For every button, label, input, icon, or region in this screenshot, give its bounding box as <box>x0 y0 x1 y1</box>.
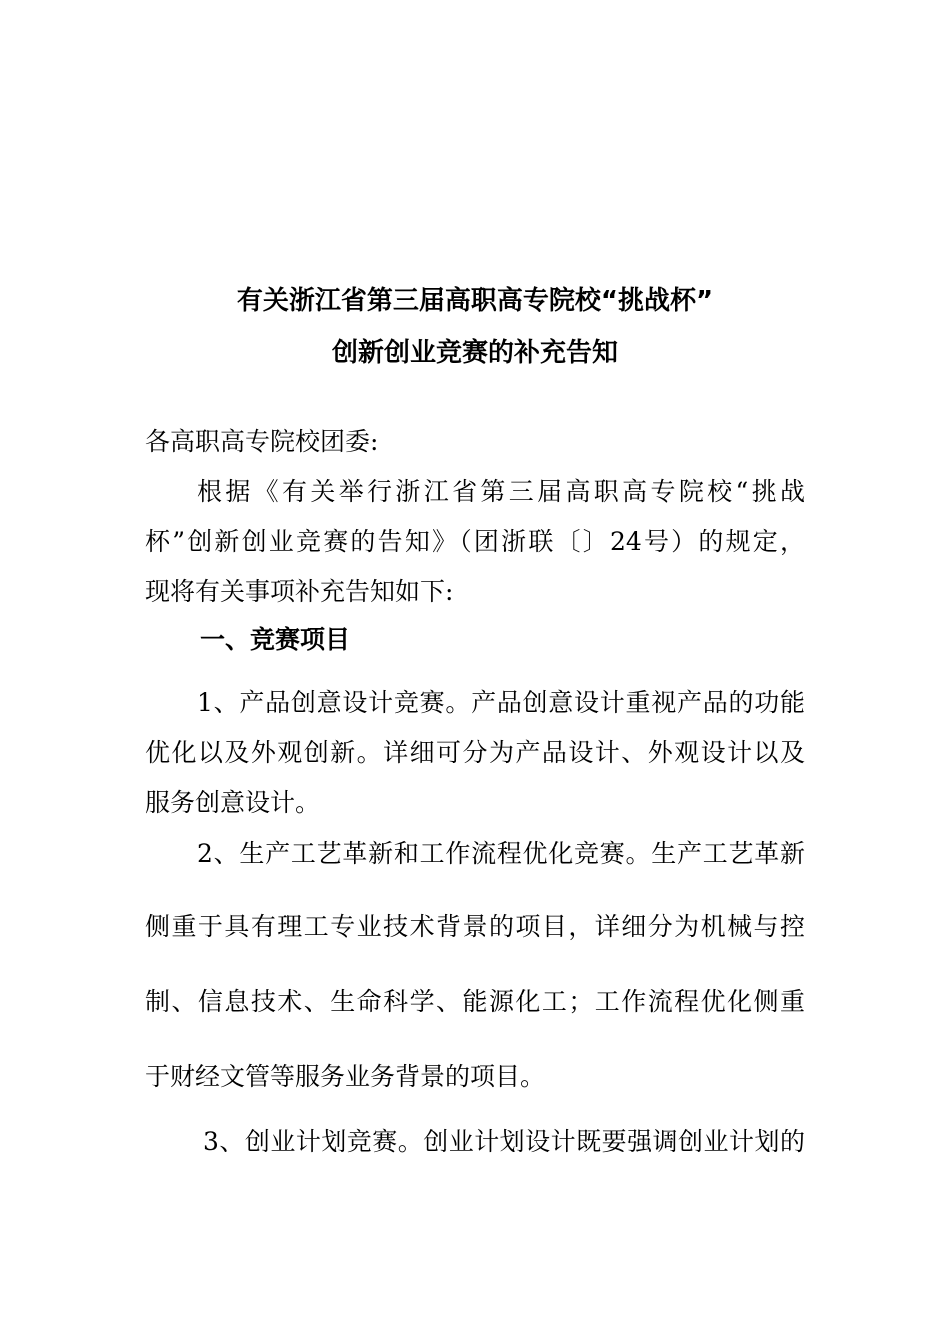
item1-line-1: 1、产品创意设计竞赛。产品创意设计重视产品的功能 <box>197 688 805 717</box>
item2-line-2: 侧重于具有理工专业技术背景的项目，详细分为机械与控 <box>145 912 805 941</box>
section-heading-competition-items: 一、竞赛项目 <box>200 625 351 654</box>
salutation: 各高职高专院校团委: <box>145 427 379 456</box>
intro-line-2: 杯”创新创业竞赛的告知》（团浙联〔〕24号）的规定， <box>145 527 805 556</box>
intro-line-3: 现将有关事项补充告知如下: <box>145 577 454 606</box>
item3-line-1: 3、创业计划竞赛。创业计划设计既要强调创业计划的 <box>203 1127 805 1156</box>
intro-line-1: 根据《有关举行浙江省第三届高职高专院校“挑战 <box>197 477 805 506</box>
item2-line-4: 于财经文管等服务业务背景的项目。 <box>145 1062 546 1091</box>
item1-line-2: 优化以及外观创新。详细可分为产品设计、外观设计以及 <box>145 738 805 767</box>
item1-line-3: 服务创意设计。 <box>145 788 321 817</box>
item2-line-1: 2、生产工艺革新和工作流程优化竞赛。生产工艺革新 <box>197 839 805 868</box>
item2-line-3: 制、信息技术、生命科学、能源化工；工作流程优化侧重 <box>145 987 805 1016</box>
document-title-line-1: 有关浙江省第三届高职高专院校“挑战杯” <box>236 286 714 316</box>
document-title-line-2: 创新创业竞赛的补充告知 <box>331 338 618 368</box>
